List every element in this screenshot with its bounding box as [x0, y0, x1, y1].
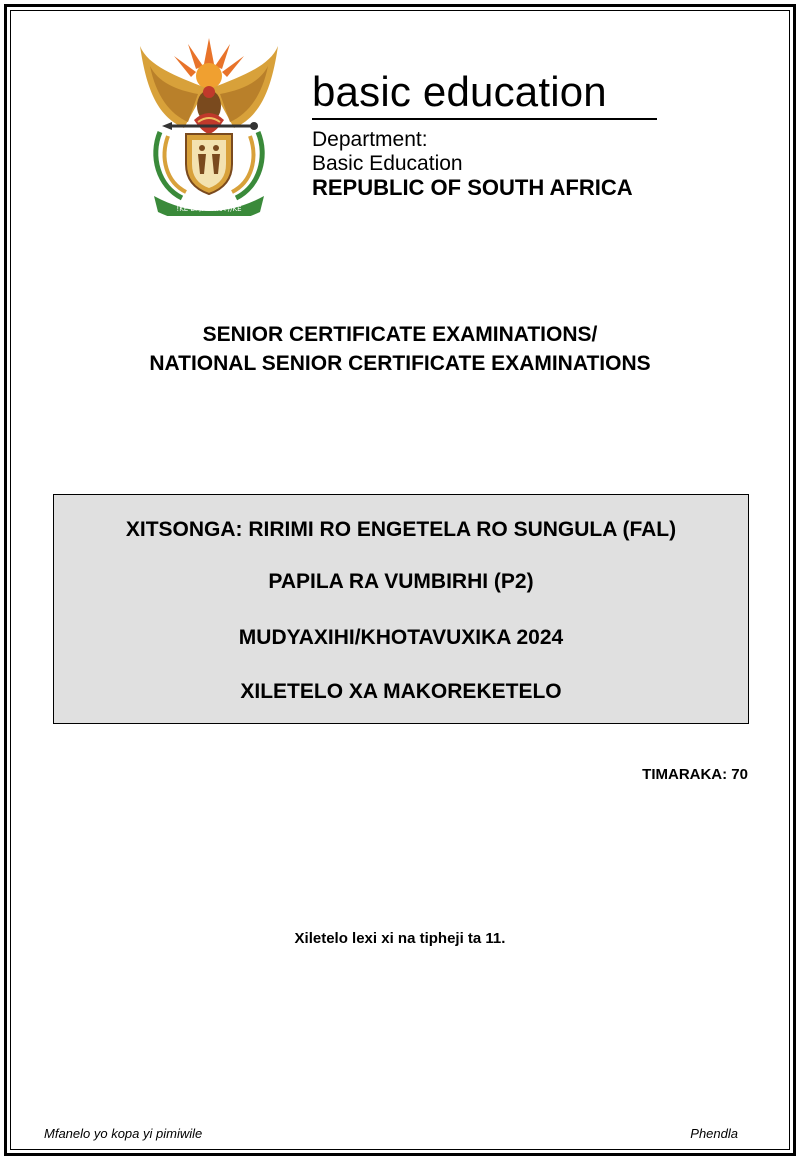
page-count-note: Xiletelo lexi xi na tipheji ta 11. — [294, 930, 506, 947]
coat-of-arms-motto: !KE E: /XARRA //KE — [176, 205, 242, 213]
brand-title: basic education — [312, 68, 607, 115]
department-branding — [312, 68, 662, 200]
exam-heading — [0, 320, 800, 378]
exam-heading-line-1: SENIOR CERTIFICATE EXAMINATIONS/ — [202, 323, 598, 346]
total-marks: TIMARAKA: 70 — [642, 766, 748, 783]
turn-over-note: Phendla — [690, 1126, 738, 1141]
copyright-notice: Mfanelo yo kopa yi pimiwile — [44, 1126, 203, 1141]
subject-title: XITSONGA: RIRIMI RO ENGETELA RO SUNGULA (FAL) — [125, 518, 677, 541]
brand-underline — [312, 118, 657, 120]
paper-title: PAPILA RA VUMBIRHI (P2) — [268, 570, 534, 593]
exam-session: MUDYAXIHI/KHOTAVUXIKA 2024 — [238, 626, 564, 649]
department-label: Department: — [312, 128, 428, 151]
coat-of-arms-icon — [136, 36, 282, 216]
document-type: XILETELO XA MAKOREKETELO — [240, 680, 562, 703]
exam-heading-line-2: NATIONAL SENIOR CERTIFICATE EXAMINATIONS — [149, 352, 651, 375]
country-name: REPUBLIC OF SOUTH AFRICA — [312, 175, 633, 200]
department-name: Basic Education — [312, 152, 463, 175]
exam-info-box — [53, 494, 749, 724]
